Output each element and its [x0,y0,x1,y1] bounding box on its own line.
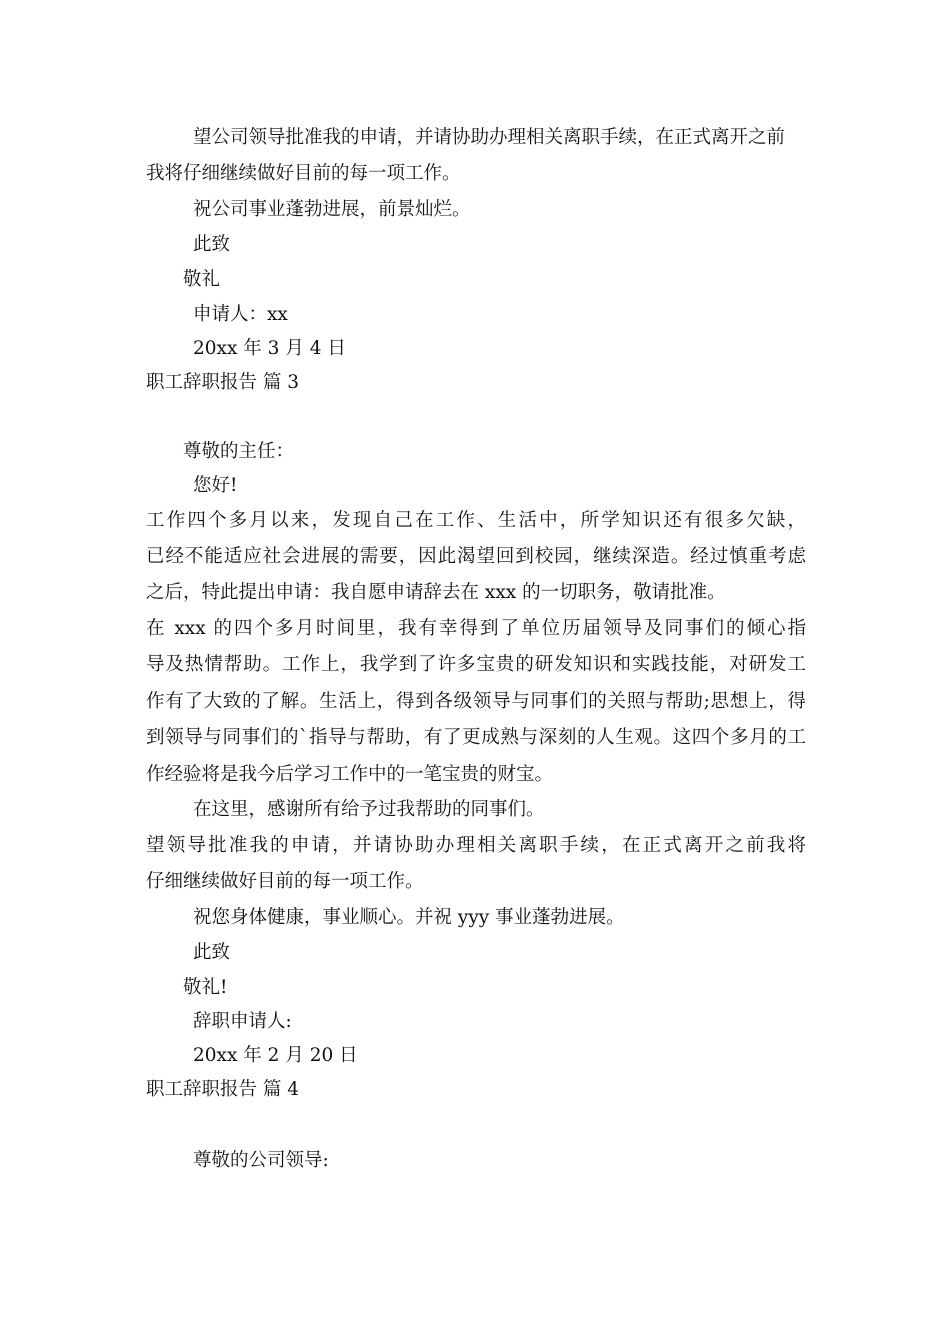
closing-line: 敬礼! [183,977,228,998]
paragraph-line: 仔细继续做好目前的每一项工作。 [146,871,424,892]
paragraph-line: 到领导与同事们的`指导与帮助，有了更成熟与深刻的人生观。这四个多月的工 [146,727,806,748]
section-heading: 职工辞职报告 篇 3 [146,372,300,393]
salutation: 尊敬的主任： [183,441,295,462]
paragraph-line: 望公司领导批准我的申请，并请协助办理相关离职手续，在正式离开之前 [193,127,786,148]
date-line: 20xx 年 3 月 4 日 [193,338,346,359]
applicant-line: 辞职申请人: [193,1011,292,1032]
paragraph-line: 已经不能适应社会进展的需要，因此渴望回到校园，继续深造。经过慎重考虑 [146,546,806,567]
greeting: 您好! [193,475,238,496]
paragraph-line: 在 xxx 的四个多月时间里，我有幸得到了单位历届领导及同事们的倾心指 [146,618,806,639]
wish-line: 祝公司事业蓬勃进展，前景灿烂。 [193,199,471,220]
closing-line: 此致 [193,234,231,255]
date-line: 20xx 年 2 月 20 日 [193,1045,358,1066]
salutation: 尊敬的公司领导: [193,1150,329,1171]
section-heading: 职工辞职报告 篇 4 [146,1079,300,1100]
paragraph-line: 工作四个多月以来，发现自己在工作、生活中，所学知识还有很多欠缺， [146,510,806,531]
closing-line: 敬礼 [183,269,221,290]
applicant-line: 申请人：xx [193,304,288,325]
paragraph-line: 作有了大致的了解。生活上，得到各级领导与同事们的关照与帮助;思想上，得 [146,691,806,712]
closing-line: 此致 [193,942,231,963]
paragraph-line: 作经验将是我今后学习工作中的一笔宝贵的财宝。 [146,764,554,785]
paragraph-line: 导及热情帮助。工作上，我学到了许多宝贵的研发知识和实践技能，对研发工 [146,654,806,675]
paragraph-line: 望领导批准我的申请，并请协助办理相关离职手续，在正式离开之前我将 [146,835,806,856]
paragraph-line: 之后，特此提出申请：我自愿申请辞去在 xxx 的一切职务，敬请批准。 [146,582,726,603]
paragraph-line: 我将仔细继续做好目前的每一项工作。 [146,163,461,184]
wish-line: 祝您身体健康，事业顺心。并祝 yyy 事业蓬勃进展。 [193,907,625,928]
thanks-line: 在这里，感谢所有给予过我帮助的同事们。 [193,799,545,820]
